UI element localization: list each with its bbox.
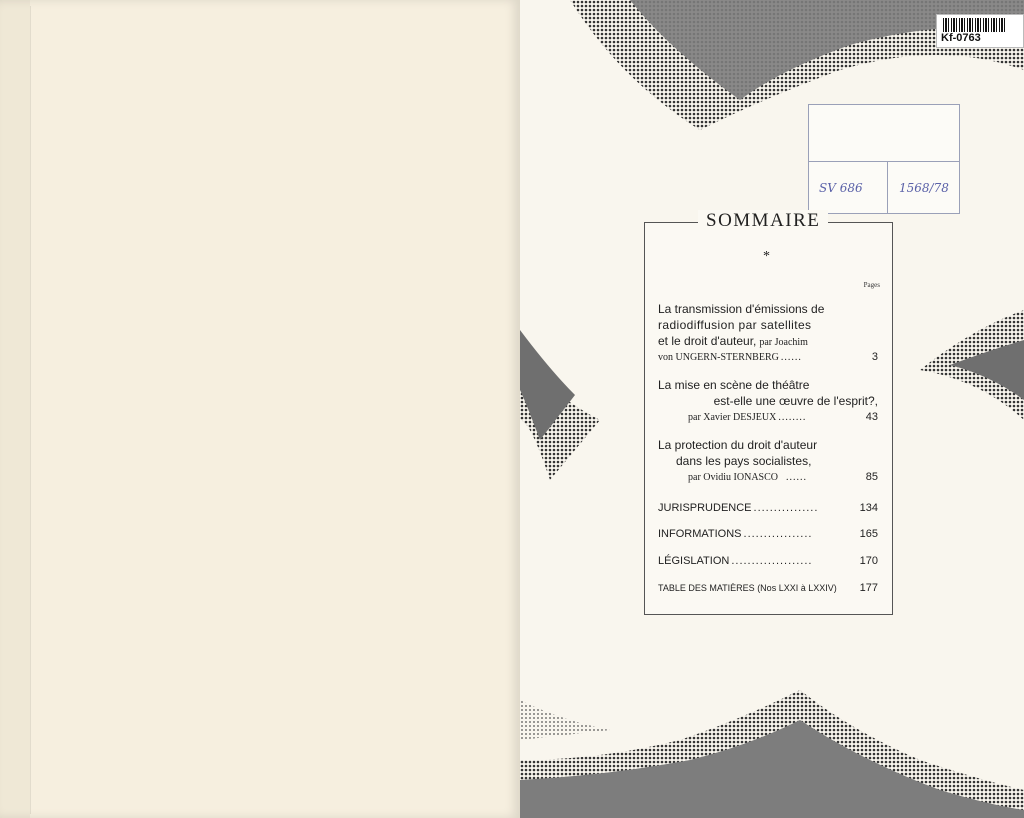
toc-section-jurisprudence-leader: ................ [753, 502, 819, 514]
toc-entry-2-title-line-2: est-elle une œuvre de l'esprit?, [713, 394, 878, 408]
toc-section-jurisprudence [658, 502, 878, 514]
stamp-handwriting-left: SV 686 [819, 181, 863, 195]
sommaire-box [644, 222, 893, 615]
toc-entry-1-leader: ...... [780, 352, 802, 363]
toc-entry-3-author: par Ovidiu IONASCO [688, 472, 778, 483]
toc-entry-3-leader: ...... [786, 472, 807, 483]
library-label [936, 14, 1024, 48]
toc-section-table-label: TABLE DES MATIÈRES (Nos LXXI à LXXIV) [658, 583, 837, 593]
toc-entry-3-title-line-2: dans les pays socialistes, [676, 454, 812, 468]
library-stamp [808, 104, 960, 214]
label-code: Kf-0763 [941, 32, 981, 44]
toc-section-legislation-label: LÉGISLATION [658, 555, 730, 567]
toc-entry-2 [658, 377, 878, 423]
toc-section-informations-label: INFORMATIONS [658, 528, 742, 540]
toc-section-jurisprudence-page: 134 [859, 502, 878, 514]
toc-entry-1-title-line-2: radiodiffusion par satellites [658, 318, 812, 332]
toc-section-informations [658, 528, 878, 540]
toc-section-informations-page: 165 [859, 528, 878, 540]
barcode [943, 18, 1005, 32]
toc-entry-2-page: 43 [865, 411, 878, 423]
toc-entry-3 [658, 437, 878, 483]
toc-section-informations-leader: ................. [743, 528, 813, 540]
toc-entry-3-title-line-1: La protection du droit d'auteur [658, 438, 818, 452]
toc-entry-1-page: 3 [871, 351, 878, 363]
toc-section-table-des-matieres [658, 582, 878, 594]
toc-entry-2-author: par Xavier DESJEUX [688, 412, 777, 423]
sommaire-title: SOMMAIRE [698, 210, 828, 232]
toc-section-legislation [658, 555, 878, 567]
toc-entry-1-author-prefix: par Joachim [759, 337, 808, 348]
star-ornament: * [763, 249, 770, 264]
pages-column-label: Pages [863, 281, 880, 289]
toc-entry-2-leader: ........ [778, 412, 807, 423]
toc-section-legislation-leader: .................... [731, 555, 813, 567]
toc-section-legislation-page: 170 [859, 555, 878, 567]
toc-entry-1-author: von UNGERN-STERNBERG [658, 352, 779, 363]
toc-entry-2-title-line-1: La mise en scène de théâtre [658, 378, 810, 392]
right-page [520, 0, 1024, 818]
toc-entry-1-title-line-1: La transmission d'émissions de [658, 302, 825, 316]
toc-entry-1-title-line-3: et le droit d'auteur, [658, 334, 757, 348]
toc-entry-1 [658, 301, 878, 363]
toc-section-table-page: 177 [859, 582, 878, 594]
toc-entry-3-page: 85 [865, 471, 878, 483]
toc-section-jurisprudence-label: JURISPRUDENCE [658, 502, 752, 514]
stamp-handwriting-right: 1568/78 [899, 181, 949, 195]
